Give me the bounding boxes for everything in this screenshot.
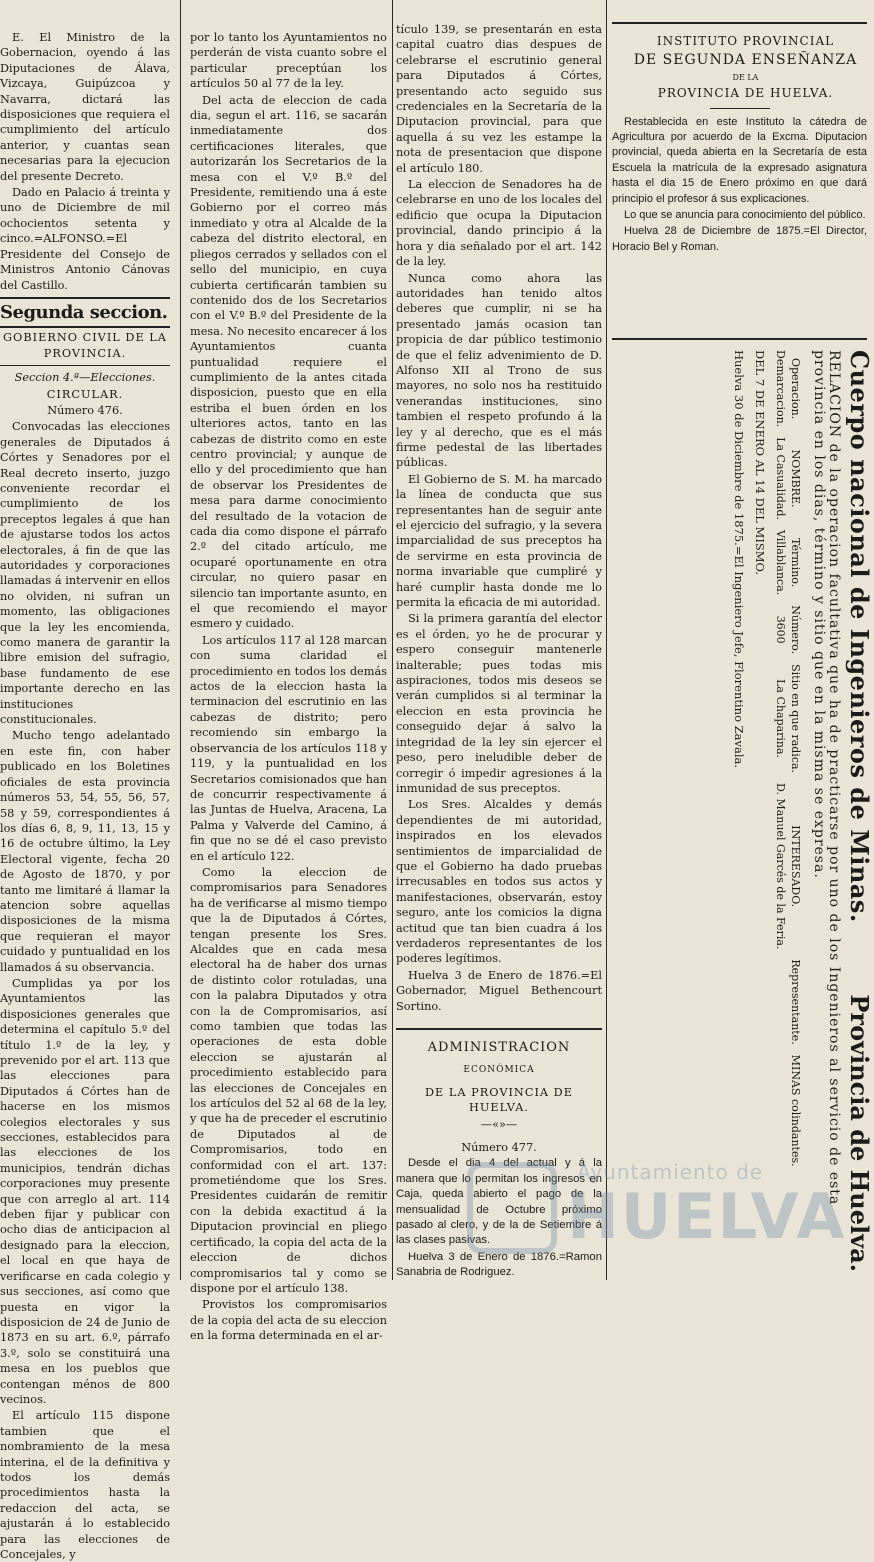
watermark bbox=[447, 1152, 857, 1262]
paragraph: Mucho tengo adelantado en este fin, con haber publicado en los Boletines oficiales de esta provincia números 53, 54, 55, 56, 57, 58 y 59, correspondientes á los días 6, 8, 9, 11, 13, 15 y 16 de octubre último, la Ley Electoral vigente, fecha 20 de Agosto de 1870, y por tanto me limitaré á llamar la atencion sobre aquellas disposiciones de la misma que requieran el mayor cuidado y puntualidad en los llamados á su observancia. bbox=[0, 729, 170, 974]
table-header bbox=[773, 350, 803, 427]
paragraph: Como la eleccion de compromisarios para Senadores ha de verificarse al mismo tiempo que la de Diputados á Córtes, tengan presente los Sres. Alcaldes que en cada mesa electoral ha de haber dos urnas de distinto color rotuladas, una con la palabra Diputados y otra con la de Compromisarios, así como tambien que todas las operaciones de esta doble eleccion se ajustarán al procedimiento establecido para las elecciones de Concejales en los artículos del 52 al 68 de la ley, y que ha de preceder el escrutinio de Diputados al de Compromisarios, todo en conformidad con el art. 137: prometiéndome que los Sres. Presidentes cuidarán de remitir con la debida exactitud á la Diputacion provincial en pliego certificado, la copia del acta de la eleccion de dichos compromisarios tal y como se dispone por el artículo 138. bbox=[190, 865, 387, 1295]
instituto-line-1: INSTITUTO PROVINCIAL bbox=[656, 34, 835, 48]
paragraph: Convocadas las elecciones generales de Diputados á Córtes y Senadores por el Real decreto inserto, juzgo conveniente recordar el cumplimiento de los preceptos legales á que han de ajustarse todos los actos electorales, á fin de que las autoridades y corporaciones llamadas á intervenir en ellos no olviden, ni sufran un momento, las obligaciones que la ley les encomienda, como manera de garantir la libre emision del sufragio, base fundamento de ese importante derecho en las instituciones constitucionales. bbox=[0, 420, 170, 727]
paragraph: por lo tanto los Ayuntamientos no perderán de vista cuanto sobre el particular preceptúan los artículos 50 al 77 de la ley. bbox=[190, 31, 387, 91]
instituto-signature: Huelva 28 de Diciembre de 1875.=El Director, Horacio Bel y Roman. bbox=[612, 225, 867, 253]
header-cell: INTERESADO. bbox=[789, 825, 802, 908]
instituto-line-4: PROVINCIA DE HUELVA. bbox=[657, 86, 834, 101]
paragraph: tículo 139, se presentarán en esta capital cuatro dias despues de celebrarse el escrutinio general para Diputados á Córtes, presentando acto seguido sus credenciales en la Secretaría de la Diputacion provincial, para que aquella á su vez les estampe la nota de presentacion que dispone el artículo 180. bbox=[396, 23, 602, 175]
instituto-line-2: DE SEGUNDA ENSEÑANZA bbox=[633, 52, 858, 69]
economica-heading: ECONÓMICA bbox=[463, 1065, 535, 1076]
column-rule bbox=[392, 0, 393, 1280]
circular-number: Número 476. bbox=[47, 403, 123, 417]
column-2 bbox=[190, 0, 387, 1343]
paragraph: El artículo 115 dispone tambien que el nombramiento de la mesa interina, el de la definitiva y todos los demás procedimientos hasta la redaccion del acta, se ajustarán á lo establecido para las elecciones de Concejales, y bbox=[0, 1409, 170, 1561]
table-cell: La Casualidad. bbox=[774, 437, 787, 520]
watermark-top: Ayuntamiento de bbox=[577, 1160, 764, 1184]
fechas-text: DEL 7 DE ENERO AL 14 DEL MISMO. bbox=[753, 350, 767, 575]
header-cell: Representante. bbox=[789, 959, 802, 1045]
table-header bbox=[773, 959, 803, 1044]
rotated-notice bbox=[612, 350, 874, 1280]
table-cell: Demarcacion. bbox=[774, 350, 787, 428]
divider bbox=[396, 1028, 602, 1030]
circular-heading: CIRCULAR. bbox=[46, 387, 124, 401]
paragraph: La eleccion de Senadores ha de celebrarse en uno de los locales del edificio que ocupa la Diputacion provincial, dando principio á la hora y dia señalado por el art. 142 de la ley. bbox=[396, 178, 602, 269]
header-cell: Sitio en que radica. bbox=[789, 664, 802, 774]
paragraph: Desde el dia 4 del actual y á la manera que lo permitan los ingresos en Caja, queda abierto el pago de la mensualidad de Octubre próximo pasado al clero, y de la de Setiembre á las clases pasivas. bbox=[396, 1157, 602, 1247]
paragraph: El Gobierno de S. M. ha marcado la línea de conducta que sus representantes han de seguir ante el ejercicio del sufragio, y la severa imparcialidad de sus preceptos ha de servirme en esta provincia de norma invariable que cumpliré y haré cumplir hasta donde me lo permita la eficacia de mi autoridad. bbox=[396, 472, 602, 610]
decree-intro: E. El Ministro de la Gobernacion, oyendo á las Diputaciones de Álava, Vizcaya, Guipúzcoa y Navarra, dictará las disposiciones que requiera el cumplimiento del artículo anterior, y cuantas sean necesarias para la ejecucion del presente Decreto. bbox=[0, 31, 170, 183]
column-rule bbox=[606, 0, 607, 1280]
separator: —«»— bbox=[480, 1117, 518, 1131]
paragraph: Nunca como ahora las autoridades han tenido altos deberes que cumplir, ni se ha presentado jamás ocasion tan propicia de dar público testimonio de que el feliz advenimiento de D. Alfonso XII al Trono de sus mayores, no solo nos ha restituido venerandas instituciones, sino tambien el respeto profundo á la ley y al derecho, que es el más firme pedestal de las libertades públicas. bbox=[396, 271, 602, 470]
watermark-main: HUELVA bbox=[567, 1180, 847, 1253]
table-cell: 3600 bbox=[774, 615, 787, 644]
table-header bbox=[773, 437, 803, 520]
paragraph: Provistos los compromisarios de la copia del acta de su eleccion en la forma determinada en el ar- bbox=[190, 1298, 387, 1343]
paragraph: Restablecida en este Instituto la cátedra de Agricultura por acuerdo de la Excma. Diputacion provincial, queda abierta en la Secretaría de esta Escuela la matrícula de la expresado asignatura hasta el dia 15 de Enero próximo en que dará principio el profesor á sus explicaciones. bbox=[612, 115, 867, 205]
ayuntamiento-logo-icon bbox=[467, 1162, 557, 1254]
ingeniero-signature: Huelva 30 de Diciembre de 1875.=El Ingeniero Jefe, Florentino Zavala. bbox=[732, 350, 746, 769]
divider bbox=[0, 365, 170, 366]
table-cell: La Chaparina. bbox=[774, 679, 787, 759]
paragraph: Lo que se anuncia para conocimiento del público. bbox=[624, 209, 866, 222]
administracion-number: Número 477. bbox=[461, 1141, 537, 1155]
table-header bbox=[773, 605, 803, 654]
ingenieros-title: Cuerpo nacional de Ingenieros de Minas. bbox=[845, 350, 874, 923]
column-3 bbox=[396, 0, 602, 1280]
table-header bbox=[773, 1055, 803, 1167]
decree-signature: Dado en Palacio á treinta y uno de Diciembre de mil ochocientos setenta y cinco.=ALFONSO.=El Presidente del Consejo de Ministros Antonio Cánovas del Castillo. bbox=[0, 186, 170, 292]
paragraph: Los Sres. Alcaldes y demás dependientes de mi autoridad, inspirados en los elevados sentimientos de imparcialidad de que el Gobierno ha dado pruebas irrecusables en todos sus actos y manifestaciones, observarán, estoy seguro, ante los comicios la digna actitud que tan bien cuadra á los verdaderos representantes de los poderes legítimos. bbox=[396, 798, 602, 966]
table-cell: D. Manuel Garcés de la Feria. bbox=[774, 783, 787, 950]
table-cell: Villablanca. bbox=[774, 529, 787, 596]
header-cell: Número. bbox=[789, 605, 802, 655]
table-header bbox=[773, 530, 803, 595]
provincia-title: Provincia de Huelva. bbox=[845, 994, 874, 1272]
column-4 bbox=[612, 0, 867, 340]
header-cell: MINAS colindantes. bbox=[789, 1054, 802, 1167]
column-1 bbox=[0, 0, 170, 1561]
administracion-heading: ADMINISTRACION bbox=[427, 1040, 571, 1055]
divider bbox=[612, 338, 867, 340]
divider bbox=[612, 22, 867, 24]
relacion-text: RELACION de la operacion facultativa que ha de practicarse por uno de los Ingenieros al servicio de esta provincia en los dias, término y sitio que en la misma se expresa. bbox=[811, 350, 842, 1206]
administracion-signature: Huelva 3 de Enero de 1876.=Ramon Sanabria de Rodriguez. bbox=[396, 1250, 602, 1279]
table-header bbox=[773, 783, 803, 949]
column-rule bbox=[180, 0, 181, 1280]
seccion-heading: Seccion 4.ª—Elecciones. bbox=[14, 371, 156, 385]
operacion-table bbox=[773, 350, 803, 1280]
header-cell: Término. bbox=[789, 538, 802, 588]
provincia-heading: DE LA PROVINCIA DE HUELVA. bbox=[425, 1085, 573, 1115]
governor-signature: Huelva 3 de Enero de 1876.=El Gobernador, Miguel Bethencourt Sortino. bbox=[396, 968, 602, 1013]
rotated-notice-content bbox=[612, 350, 874, 1280]
table-header bbox=[773, 664, 803, 773]
paragraph: Del acta de eleccion de cada dia, segun el art. 116, se sacarán inmediatamente dos certificaciones literales, que autorizarán los Secretarios de la mesa con el V.º B.º del Presidente, remitiendo una á este Gobierno por el correo más inmediato y otra al Alcalde de la cabeza del distrito electoral, en pliegos cerrados y sellados con el sello del municipio, en cuya cubierta certificarán tambien su contenido dos de los Secretarios con el V.º B.º del Presidente de la mesa. No necesito encarecer á los Ayuntamientos cuanta puntualidad requiere el cumplimiento de la antes citada disposicion, puesto que en ella estriba el buen órden en los ulteriores actos, tanto en las cabezas de distrito como en este centro provincial; y aunque de ello y del procedimiento que han de observar los Presidentes de mesa para darme conocimiento del resultado de la votacion de cada dia como dispone el párrafo 2.º del citado artículo, me ocuparé oportunamente en otra circular, no quiero pasar en silencio tan importante asunto, en el que recomiendo el mayor esmero y cuidado. bbox=[190, 93, 387, 631]
header-cell: Operacion. bbox=[789, 357, 802, 420]
paragraph: Si la primera garantía del elector es el órden, yo he de procurar y espero conseguir mantenerle inalterable; pues todas mis aspiraciones, todos mis deseos se verán cumplidos si al terminar la eleccion en esta provincia he conseguido dejar á salvo la integridad de la ley sin ejercer el peso, pero ineludible deber de corregir ó impedir agresiones á la inmunidad de sus preceptos. bbox=[396, 612, 602, 795]
paragraph: Los artículos 117 al 128 marcan con suma claridad el procedimiento en todos los demás actos de la eleccion hasta la terminacion del escrutinio en las cabezas de distrito; pero recomiendo sin embargo la observancia de los artículos 118 y 119, y la puntualidad en los Secretarios comisionados que han de concurrir respectivamente á las Juntas de Huelva, Aracena, La Palma y Valverde del Camino, á fin que no se dé el caso previsto en el artículo 122. bbox=[190, 633, 387, 863]
divider bbox=[710, 108, 770, 109]
paragraph: Cumplidas ya por los Ayuntamientos las disposiciones generales que determina el capítulo 5.º del título 1.º de la ley, y prevenido por el art. 113 que las elecciones para Diputados á Córtes han de hacerse en los mismos colegios electorales y sus secciones, establecidos para las elecciones de los municipios, tendrán dichas corporaciones muy presente que con arreglo al art. 114 deben fijar y publicar con ocho dias de anticipacion al designado para la eleccion, el local en que haya de verificarse en cada colegio y sus secciones, así como que puesta en vigor la disposicion de 24 de Junio de 1873 en su art. 6.º, párrafo 3.º, solo se constituirá una mesa en los pueblos que contengan ménos de 800 vecinos. bbox=[0, 976, 170, 1406]
instituto-line-3: DE LA bbox=[732, 72, 759, 82]
gobierno-heading: GOBIERNO CIVIL DE LA PROVINCIA. bbox=[3, 331, 167, 360]
header-cell: NOMBRE. bbox=[789, 449, 802, 508]
section-heading: Segunda seccion. bbox=[0, 297, 170, 328]
